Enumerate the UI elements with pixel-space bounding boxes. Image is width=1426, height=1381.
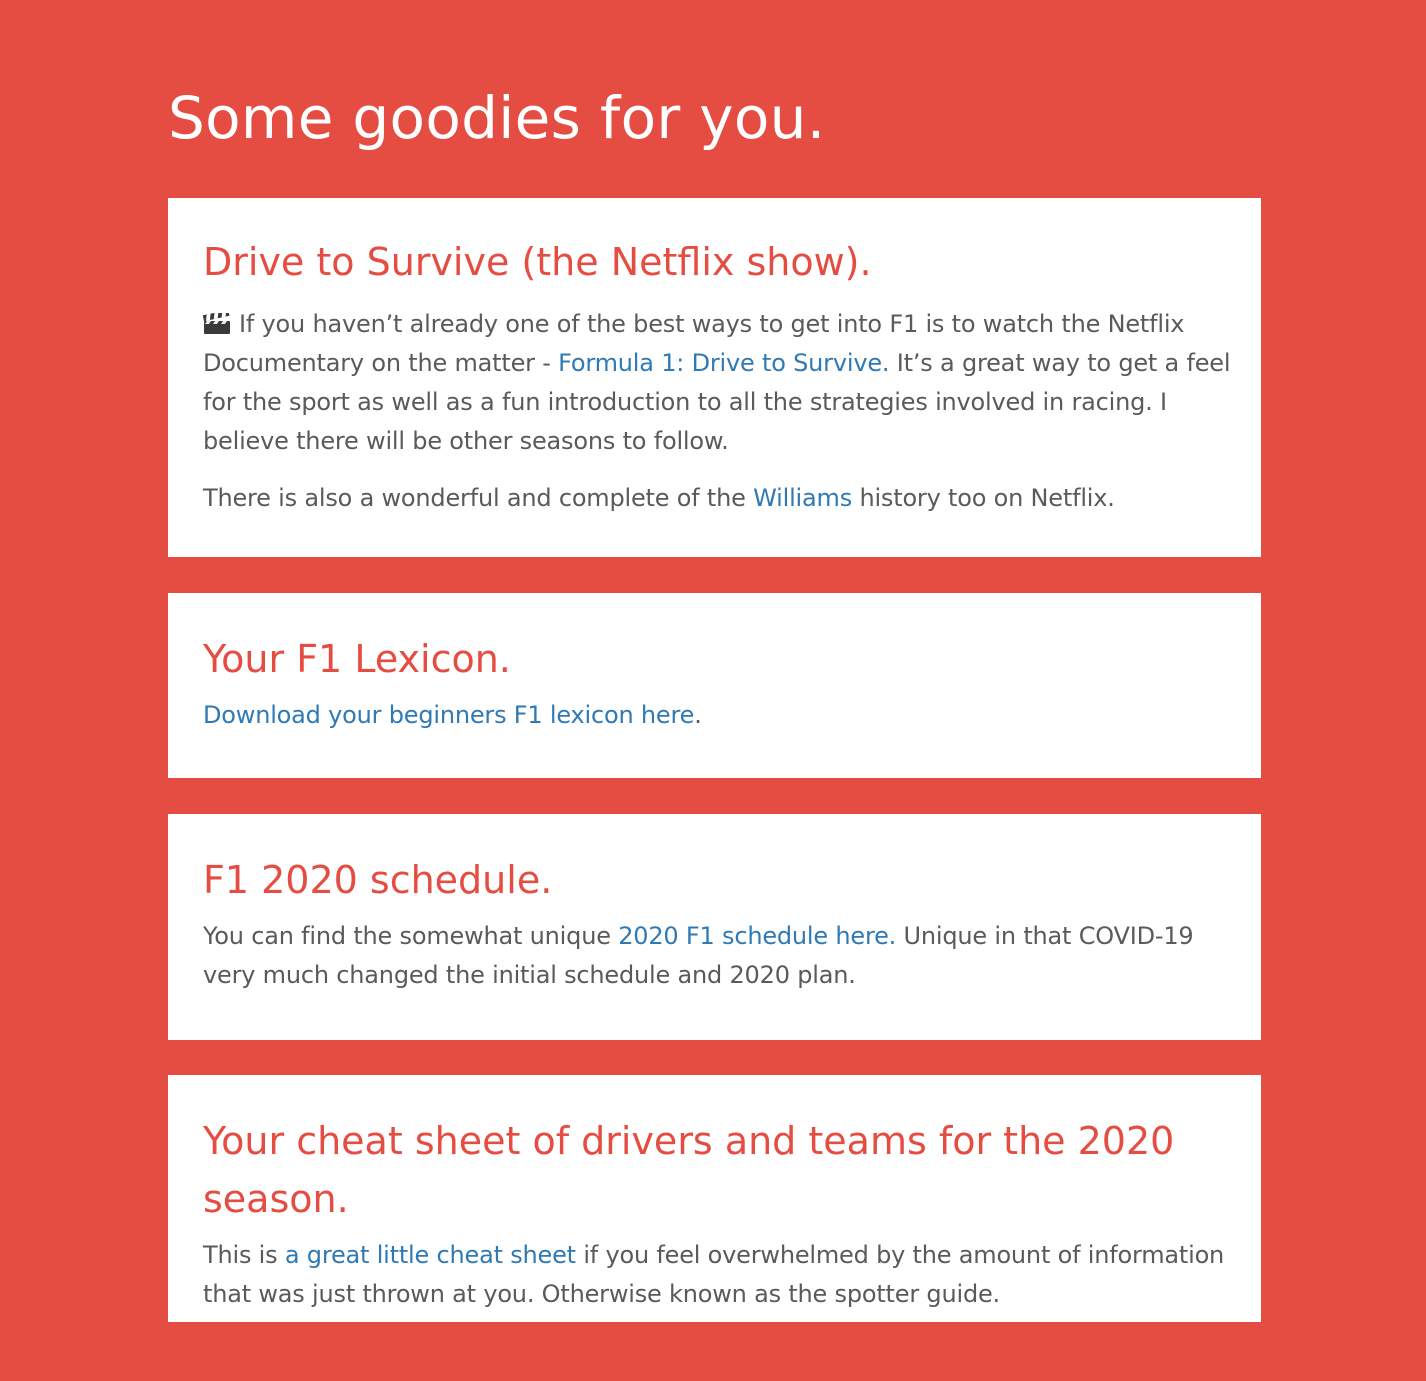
lexicon-paragraph [203,696,1231,735]
f1-schedule-link[interactable]: 2020 F1 schedule here. [618,922,897,950]
card-f1-2020-schedule [168,814,1261,1040]
williams-paragraph [203,479,1231,518]
card-cheat-sheet [168,1075,1261,1322]
netflix-intro-paragraph [203,305,1231,461]
clapper-board-icon [203,313,231,335]
card-heading-f1-lexicon: Your F1 Lexicon. [203,637,511,681]
netflix-intro-text-before: If you haven’t already one of the best ways to get into F1 is to watch the Netflix Documentary on the matter - [203,310,1185,377]
cheat-sheet-paragraph [203,1236,1231,1314]
williams-text-after: history too on Netflix. [852,484,1115,512]
williams-link[interactable]: Williams [753,484,853,512]
cheat-sheet-text-before: This is [203,1241,285,1269]
williams-text-before: There is also a wonderful and complete of the [203,484,754,512]
card-heading-drive-to-survive: Drive to Survive (the Netflix show). [203,240,872,284]
download-lexicon-link[interactable]: Download your beginners F1 lexicon here [203,701,695,729]
card-drive-to-survive [168,198,1261,557]
netflix-intro-text-after: It’s a great way to get a feel for the sport as well as a fun introduction to all the strategies involved in racing. I believe there will be other seasons to follow. [203,349,1231,455]
card-f1-lexicon [168,593,1261,778]
lexicon-text-after: . [694,701,702,729]
schedule-paragraph [203,917,1231,995]
card-heading-f1-2020-schedule: F1 2020 schedule. [203,858,553,902]
cheat-sheet-text-after: if you feel overwhelmed by the amount of information that was just thrown at you. Otherwise known as the spotter guide. [203,1241,1225,1308]
cheat-sheet-link[interactable]: a great little cheat sheet [284,1241,576,1269]
formula-1-drive-to-survive-link[interactable]: Formula 1: Drive to Survive. [558,349,890,377]
schedule-text-after: Unique in that COVID-19 very much changed the initial schedule and 2020 plan. [203,922,1194,989]
page-title: Some goodies for you. [168,84,826,152]
card-heading-cheat-sheet: Your cheat sheet of drivers and teams for the 2020 season. [203,1119,1175,1221]
schedule-text-before: You can find the somewhat unique [203,922,619,950]
